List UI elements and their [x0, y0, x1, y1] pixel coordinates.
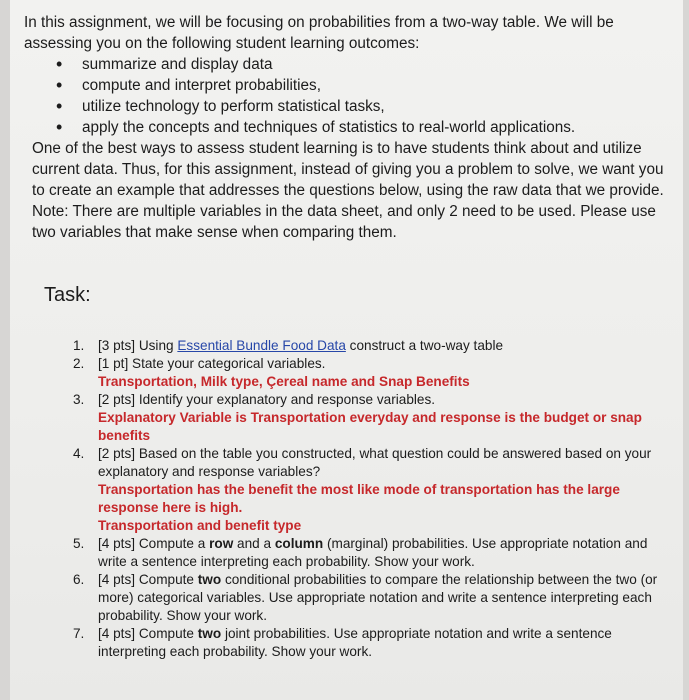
- task-emphasis: row: [209, 536, 234, 551]
- outcome-item: • compute and interpret probabilities,: [56, 75, 679, 96]
- outcomes-list: [24, 54, 679, 138]
- task-list: [65, 337, 665, 661]
- task-text: and a: [237, 536, 272, 551]
- essential-bundle-food-data-link[interactable]: Essential Bundle Food Data: [177, 338, 346, 353]
- task-answer: Transportation, Milk type, Çereal name and Snap Benefits: [98, 374, 470, 389]
- task-text: Identify your explanatory and response variables.: [138, 392, 436, 407]
- task-answer: Transportation has the benefit the most like mode of transportation has the large response here is high.: [98, 482, 620, 515]
- intro-text: In this assignment, we will be focusing on probabilities from a two-way table. We will be assessing you on the following student learning outcomes:: [24, 14, 614, 52]
- task-item-6: [65, 571, 665, 625]
- task-number: 5.: [73, 536, 85, 551]
- task-emphasis: column: [274, 536, 324, 551]
- task-text: State your categorical variables.: [132, 356, 326, 371]
- task-item-4: [65, 445, 665, 535]
- outcome-item: • utilize technology to perform statistical tasks,: [56, 96, 679, 117]
- task-points: [2 pts]: [98, 392, 136, 407]
- task-points: [4 pts]: [98, 536, 136, 551]
- task-text: Compute a: [138, 536, 206, 551]
- task-emphasis: two: [197, 626, 222, 641]
- task-text: (marginal) probabilities. Use appropriate notation and write a sentence interpreting each probability. Show your work.: [98, 536, 648, 569]
- task-emphasis: two: [197, 572, 222, 587]
- task-points: [2 pts]: [98, 446, 136, 461]
- intro-paragraph: One of the best ways to assess student learning is to have students think about and utilize current data. Thus, for this assignment, instead of giving you a problem to solve, we want you to create an example that addresses the questions below, using the raw data that we provide. Note: There are multiple variables in the data sheet, and only 2 need to be used. Please use two variables that make sense when comparing them.: [32, 140, 664, 241]
- intro-section: [24, 12, 679, 243]
- task-text: conditional probabilities to compare the relationship between the two (or more) categorical variables. Use appropriate notation and write a sentence interpreting each probability. Show your work.: [98, 572, 658, 623]
- task-number: 6.: [73, 572, 85, 587]
- task-number: 7.: [73, 626, 85, 641]
- task-number: 1.: [73, 338, 85, 353]
- task-number: 4.: [73, 446, 85, 461]
- task-item-1: [65, 337, 665, 355]
- task-points: [3 pts]: [98, 338, 136, 353]
- task-text: Compute: [138, 626, 194, 641]
- task-item-7: [65, 625, 665, 661]
- task-item-3: [65, 391, 665, 445]
- task-text: Using: [138, 338, 174, 353]
- outcome-item: • summarize and display data: [56, 54, 679, 75]
- task-text: Compute: [138, 572, 194, 587]
- document-page: [10, 0, 683, 700]
- task-heading: Task:: [44, 284, 91, 306]
- task-answer: Transportation and benefit type: [98, 518, 302, 533]
- task-number: 3.: [73, 392, 85, 407]
- task-points: [4 pts]: [98, 572, 136, 587]
- task-item-2: [65, 355, 665, 391]
- task-points: [4 pts]: [98, 626, 136, 641]
- task-text: construct a two-way table: [349, 338, 504, 353]
- task-points: [1 pt]: [98, 356, 129, 371]
- task-text: Based on the table you constructed, what question could be answered based on your explanatory and response variables?: [98, 446, 652, 479]
- task-text: joint probabilities. Use appropriate notation and write a sentence interpreting each probability. Show your work.: [98, 626, 612, 659]
- task-item-5: [65, 535, 665, 571]
- task-number: 2.: [73, 356, 85, 371]
- outcome-item: • apply the concepts and techniques of statistics to real-world applications.: [56, 117, 679, 138]
- task-answer: Explanatory Variable is Transportation everyday and response is the budget or snap benefits: [98, 410, 642, 443]
